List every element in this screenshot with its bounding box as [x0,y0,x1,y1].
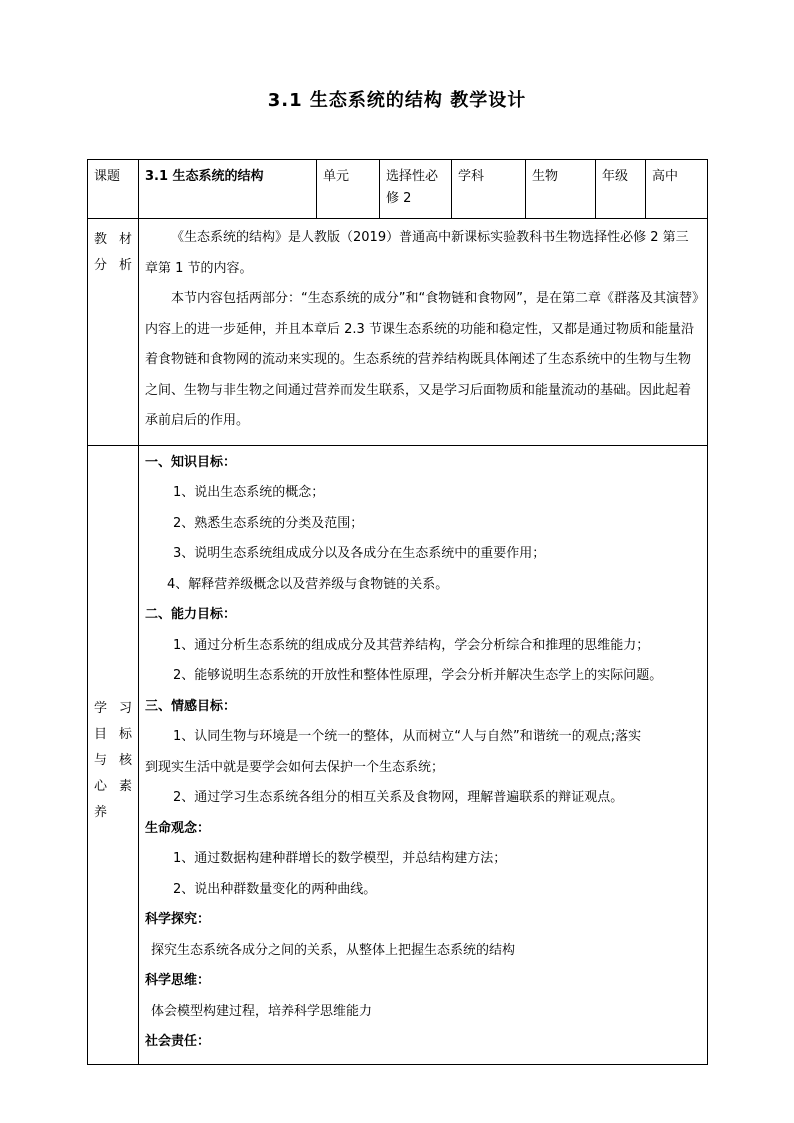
responsibility-heading: 社会责任： [145,1034,211,1049]
goals-content [139,445,708,1064]
analysis-content [139,219,708,446]
ability-item: 1、通过分析生态系统的组成成分及其营养结构，学会分析综合和推理的思维能力； [173,637,650,653]
analysis-row [88,219,708,446]
ability-item: 2、能够说明生态系统的开放性和整体性原理，学会分析并解决生态学上的实际问题。 [173,668,663,683]
inquiry-text: 探究生态系统各成分之间的关系，从整体上把握生态系统的结构 [151,942,516,958]
life-item: 1、通过数据构建种群增长的数学模型，并总结构建方法； [173,851,507,866]
life-heading: 生命观念： [145,820,211,836]
topic-value: 3.1 生态系统的结构 [139,160,317,219]
header-row [88,160,708,219]
topic-label: 课题 [88,160,139,219]
ability-heading: 二、能力目标： [145,607,237,622]
life-item: 2、说出种群数量变化的两种曲线。 [173,881,377,897]
emotion-item: 1、认同生物与环境是一个统一的整体，从而树立“人与自然”和谐统一的观点;落实 [173,729,642,744]
grade-value: 高中 [646,160,708,219]
thinking-text: 体会模型构建过程，培养科学思维能力 [151,1003,373,1019]
lesson-plan-table [87,159,708,1065]
goals-label: 学习 目 标 与 核 心 素 养 [88,445,139,1064]
goals-row [88,445,708,1064]
knowledge-item: 3、说明生态系统组成成分以及各成分在生态系统中的重要作用； [173,546,546,561]
unit-label: 单元 [317,160,380,219]
inquiry-heading: 科学探究： [145,912,211,927]
emotion-item: 2、通过学习生态系统各组分的相互关系及食物网，理解普遍联系的辩证观点。 [173,790,624,805]
thinking-heading: 科学思维： [145,973,211,988]
analysis-label: 教 材 分析 [88,219,139,446]
grade-label: 年级 [596,160,646,219]
knowledge-item: 4、解释营养级概念以及营养级与食物链的关系。 [167,576,449,592]
emotion-heading: 三、情感目标： [145,698,237,714]
document-title: 3.1 生态系统的结构 教学设计 [267,90,527,111]
subject-value: 生物 [526,160,596,219]
knowledge-heading: 一、知识目标： [145,454,237,470]
knowledge-item: 1、说出生态系统的概念； [173,485,325,500]
subject-label: 学科 [452,160,526,219]
unit-value: 选择性必修 2 [380,160,452,219]
analysis-paragraph-1: 《生态系统的结构》是人教版（2019）普通高中新课标实验教科书生物选择性必修 2 第三章第 1 节的内容。 [145,230,689,276]
analysis-paragraph-2: 本节内容包括两部分：“生态系统的成分”和“食物链和食物网”，是在第二章《群落及其演替》内容上的进一步延伸，并且本章后 2.3 节课生态系统的功能和稳定性，又都是通过物质和能量沿着食物链和食物网的流动来实现的。生态系统的营养结构既具体阐述了生态系统中的生物与生物之间、生物与非生物之间通过营养而发生联系，又是学习后面物质和能量流动的基础。因此起着承前启后的作用。 [145,291,699,428]
emotion-item-continued: 到现实生活中就是要学会如何去保护一个生态系统； [145,759,445,775]
knowledge-item: 2、熟悉生态系统的分类及范围； [173,515,364,531]
